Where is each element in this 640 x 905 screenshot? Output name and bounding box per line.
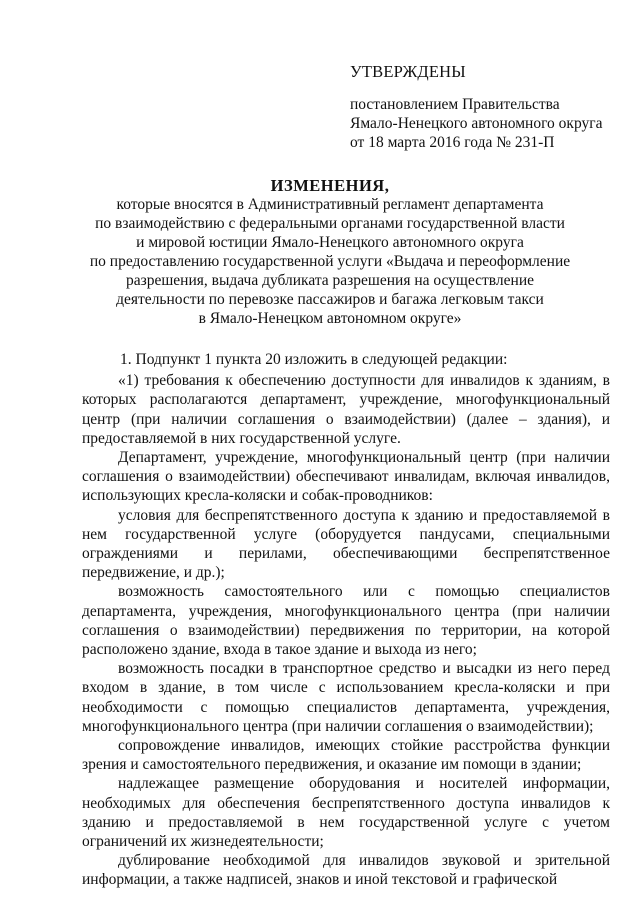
approval-title: УТВЕРЖДЕНЫ: [350, 62, 466, 81]
heading-line: и мировой юстиции Ямало-Ненецкого автономного округа: [136, 234, 524, 251]
approval-line: постановлением Правительства: [350, 96, 560, 113]
document-title: ИЗМЕНЕНИЯ,: [270, 176, 390, 195]
body-paragraph: надлежащее размещение оборудования и носителей информации, необходимых для обеспечения беспрепятственного доступа инвалидов к зданию и предоставляемой в нем государственной услуге с учетом ограничений их жизнедеятельности;: [82, 775, 610, 851]
body-paragraph: возможность посадки в транспортное средство и высадки из него перед входом в здание, в том числе с использованием кресла-коляски и при необходимости с помощью специалистов департамента, учреждения, многофункционального центра (при наличии соглашения о взаимодействии);: [82, 660, 610, 735]
body-paragraph: возможность самостоятельного или с помощью специалистов департамента, учреждения, многофункционального центра (при наличии соглашения о взаимодействии) передвижения по территории, на которой расположено здание, входа в такое здание и выхода из него;: [82, 583, 610, 659]
heading-line: разрешения, выдача дубликата разрешения на осуществление: [125, 272, 534, 289]
body-paragraph: условия для беспрепятственного доступа к зданию и предоставляемой в нем государственной услуге (оборудуется пандусами, специальными ограждениями и перилами, обеспечивающими беспрепятственное передвижение, и др.);: [82, 506, 610, 582]
heading-line: которые вносятся в Административный регламент департамента: [116, 196, 544, 213]
approval-line: Ямало-Ненецкого автономного округа: [350, 115, 603, 132]
heading-line: в Ямало-Ненецком автономном округе»: [198, 310, 462, 327]
document-body: [82, 350, 610, 890]
item-heading: 1. Подпункт 1 пункта 20 изложить в следующей редакции:: [120, 351, 508, 368]
document-heading: [70, 176, 590, 328]
heading-line: деятельности по перевозке пассажиров и багажа легковым такси: [116, 291, 544, 308]
heading-line: по предоставлению государственной услуги «Выдача и переоформление: [89, 253, 571, 270]
body-paragraph: «1) требования к обеспечению доступности для инвалидов к зданиям, в которых располагаются департамент, учреждение, многофункциональный центр (при наличии соглашения о взаимодействии) (далее – здания), и предоставляемой в них государственной услуге.: [82, 372, 610, 447]
approval-stamp: [350, 62, 610, 152]
heading-line: по взаимодействию с федеральными органами государственной власти: [95, 215, 565, 232]
body-paragraph: Департамент, учреждение, многофункциональный центр (при наличии соглашения о взаимодействии) обеспечивают инвалидам, включая инвалидов, использующих кресла-коляски и собак-проводников:: [82, 449, 610, 505]
body-paragraph: сопровождение инвалидов, имеющих стойкие расстройства функции зрения и самостоятельного передвижения, и оказание им помощи в здании;: [82, 737, 610, 774]
body-paragraph: дублирование необходимой для инвалидов звуковой и зрительной информации, а также надписей, знаков и иной текстовой и графической: [82, 852, 610, 889]
approval-line: от 18 марта 2016 года № 231-П: [350, 134, 555, 151]
